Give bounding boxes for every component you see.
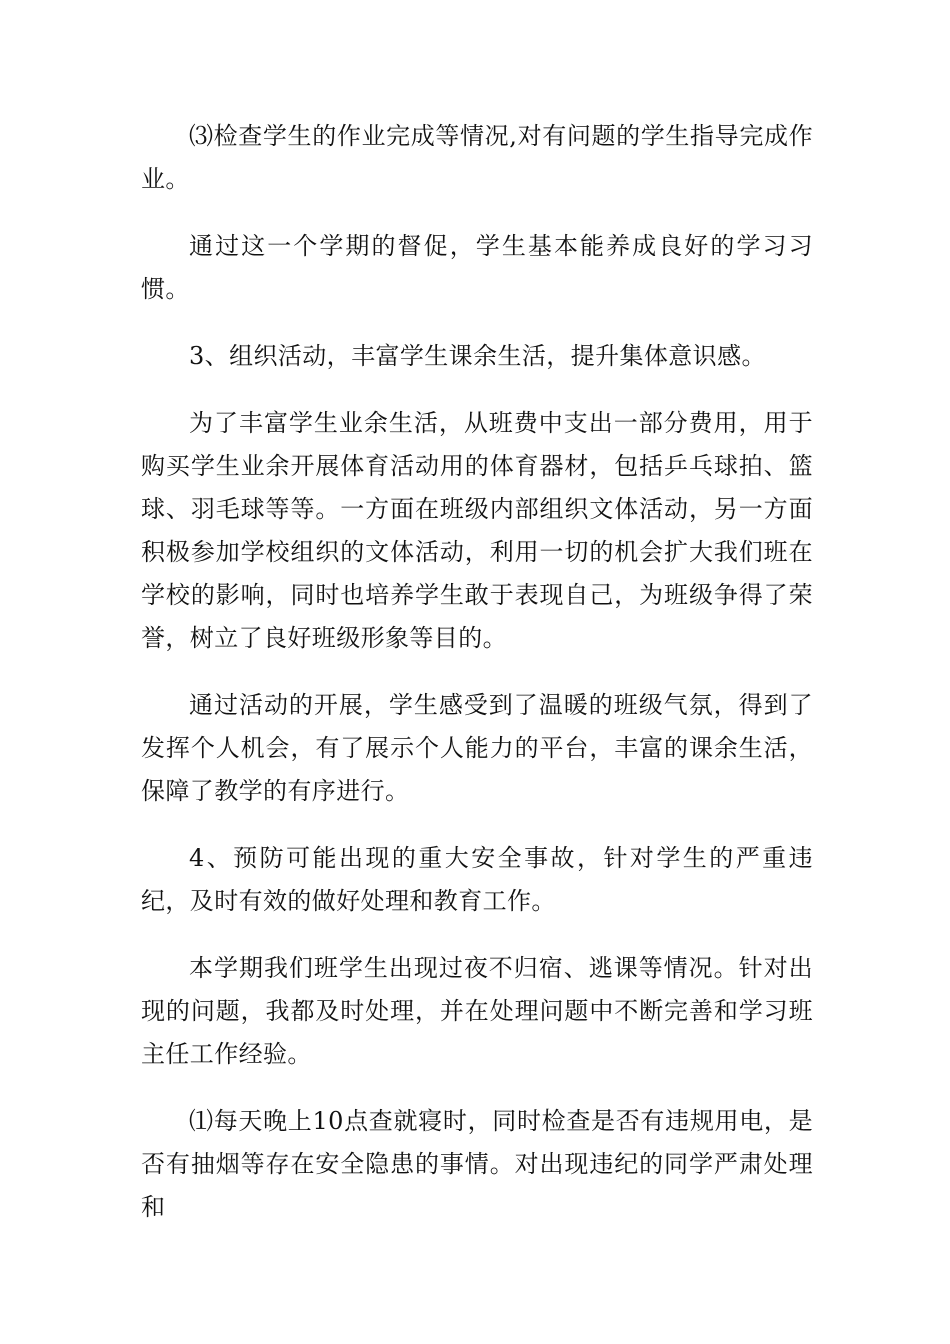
paragraph-bedtime-check: ⑴每天晚上10点查就寝时，同时检查是否有违规用电，是否有抽烟等存在安全隐患的事情。对出现违纪的同学严肃处理和 <box>141 1107 813 1221</box>
paragraph-heading-activities: 3、组织活动，丰富学生课余生活，提升集体意识感。 <box>189 342 766 370</box>
paragraph-activities-detail: 为了丰富学生业余生活，从班费中支出一部分费用，用于购买学生业余开展体育活动用的体育器材，包括乒乓球拍、篮球、羽毛球等等。一方面在班级内部组织文体活动，另一方面积极参加学校组织的文体活动，利用一切的机会扩大我们班在学校的影响，同时也培养学生敢于表现自己，为班级争得了荣誉，树立了良好班级形象等目的。 <box>141 409 813 652</box>
paragraph-discipline-cases: 本学期我们班学生出现过夜不归宿、逃课等情况。针对出现的问题，我都及时处理，并在处理问题中不断完善和学习班主任工作经验。 <box>141 954 813 1068</box>
paragraph-activities-result: 通过活动的开展，学生感受到了温暖的班级气氛，得到了发挥个人机会，有了展示个人能力的平台，丰富的课余生活，保障了教学的有序进行。 <box>141 691 813 805</box>
document-body <box>141 115 813 1253</box>
paragraph-homework-check: ⑶检查学生的作业完成等情况,对有问题的学生指导完成作业。 <box>141 122 813 193</box>
paragraph-study-habits: 通过这一个学期的督促，学生基本能养成良好的学习习惯。 <box>141 232 813 303</box>
paragraph-heading-safety: 4、预防可能出现的重大安全事故，针对学生的严重违纪，及时有效的做好处理和教育工作。 <box>141 844 813 915</box>
